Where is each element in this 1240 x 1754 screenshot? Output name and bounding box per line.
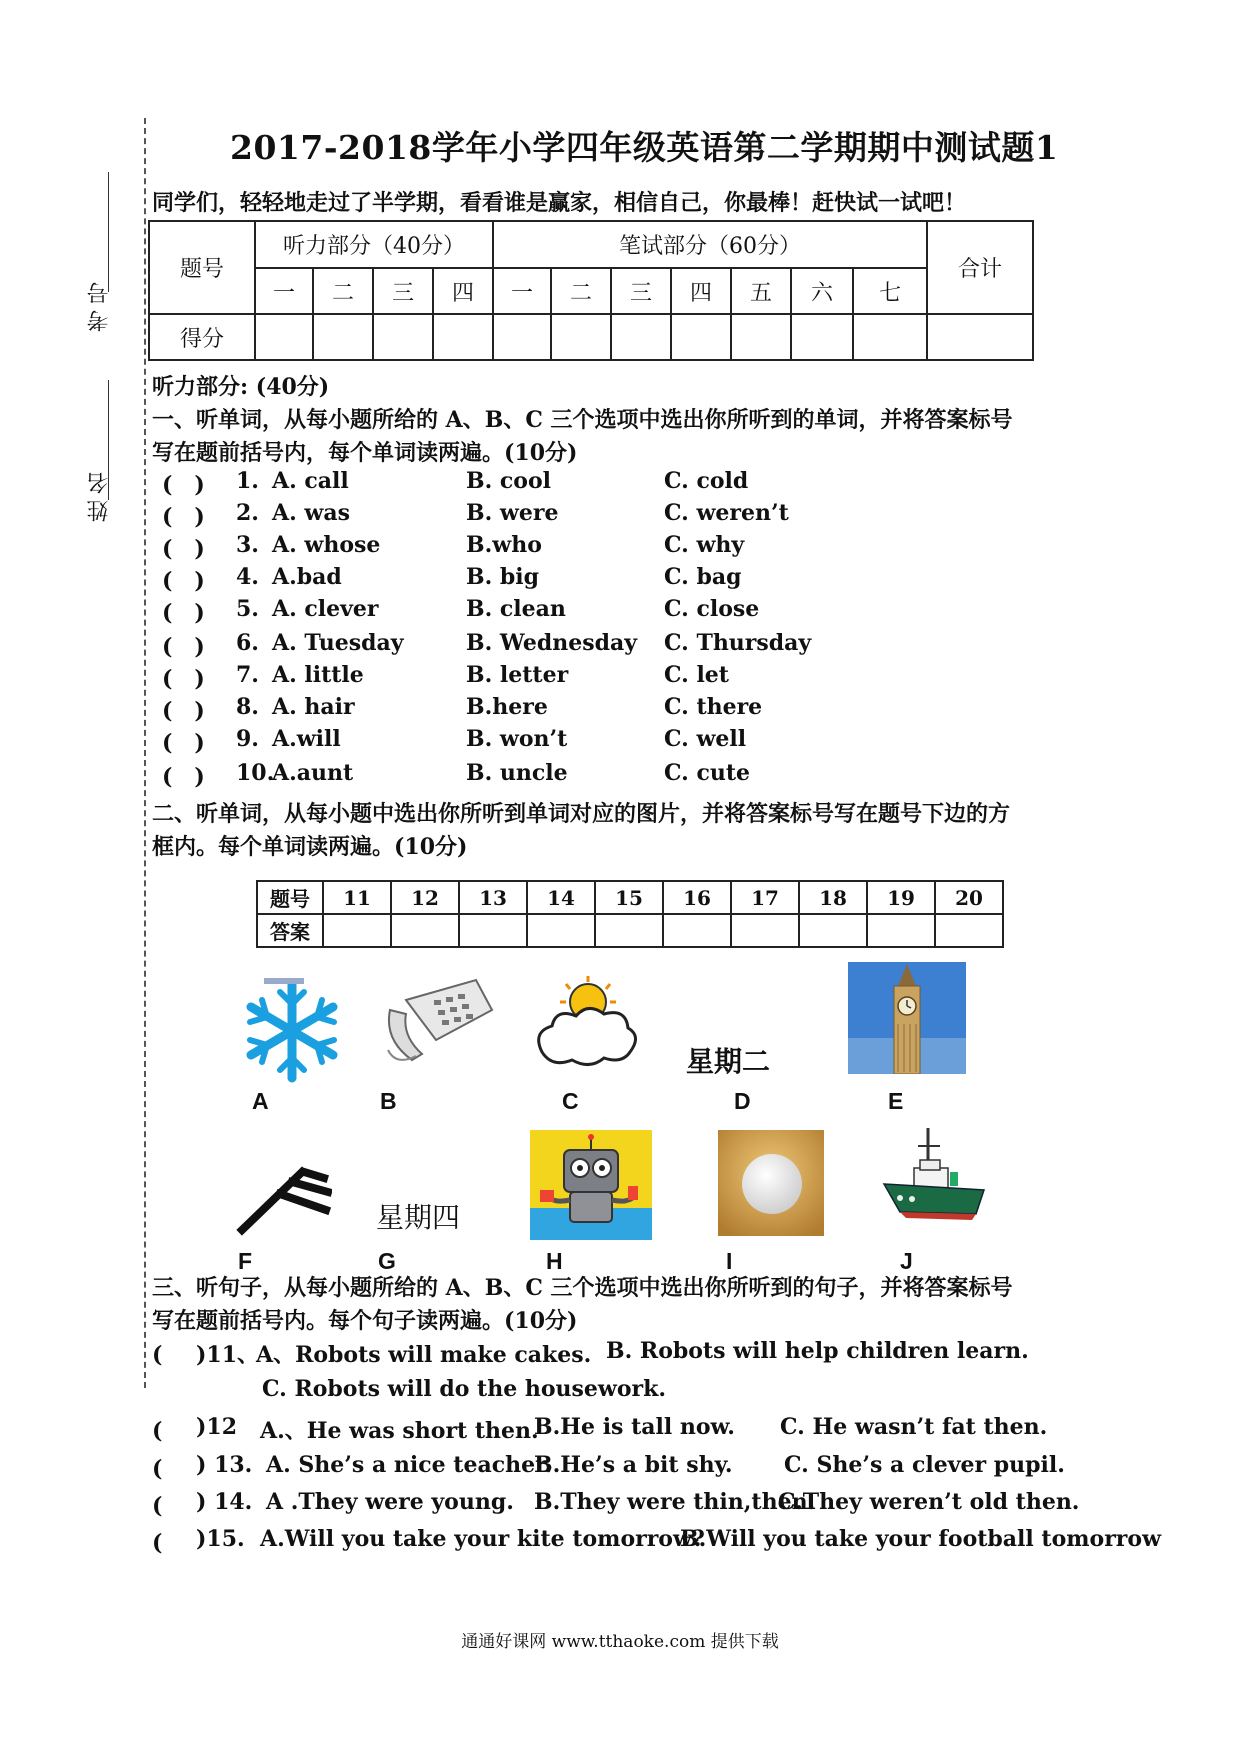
answer-number: 19 [867, 881, 935, 914]
answer-bracket[interactable]: ( ) [162, 504, 205, 530]
picture-letter: D [734, 1088, 751, 1114]
answer-bracket[interactable]: ( ) [162, 698, 205, 724]
option-b[interactable]: B. clean [466, 596, 566, 622]
part2-instruction: 二、听单词，从每小题中选出你所听到单词对应的图片，并将答案标号写在题号下边的方 [152, 801, 1011, 827]
option-a[interactable]: A. call [272, 468, 349, 494]
telephone-icon [376, 970, 496, 1070]
question-number: ) 14. [196, 1489, 253, 1515]
question-number: 9. [236, 726, 259, 752]
option-a[interactable]: A. Tuesday [272, 630, 404, 656]
answer-bracket[interactable]: ( [152, 1418, 185, 1444]
answer-cell[interactable] [391, 914, 459, 947]
listening-col: 二 [313, 268, 373, 314]
question-number: 5. [236, 596, 259, 622]
answer-number: 17 [731, 881, 799, 914]
question-number: )12 [196, 1414, 238, 1440]
question-number: 4. [236, 564, 259, 590]
sun-cloud-icon [530, 972, 642, 1076]
option-b[interactable]: B. letter [466, 662, 569, 688]
answer-number: 12 [391, 881, 459, 914]
option-c[interactable]: C.They weren’t old then. [778, 1489, 1080, 1515]
listening-col: 一 [255, 268, 313, 314]
answer-row-label: 题号 [257, 881, 323, 914]
picture-letter: B [380, 1088, 397, 1114]
answer-cell[interactable] [527, 914, 595, 947]
answer-bracket[interactable]: ( ) [162, 568, 205, 594]
answer-bracket[interactable]: ( [152, 1456, 185, 1482]
option-b[interactable]: B. Robots will help children learn. [606, 1338, 1029, 1364]
writing-header: 笔试部分（60分） [493, 221, 927, 268]
option-a[interactable]: A. was [272, 500, 350, 526]
option-c[interactable]: C. Thursday [664, 630, 812, 656]
option-b[interactable]: B. were [466, 500, 559, 526]
question-number: 1. [236, 468, 259, 494]
picture-letter: I [726, 1248, 733, 1274]
total-label: 合计 [927, 221, 1033, 314]
picture-letter: C [562, 1088, 579, 1114]
part1-instruction: 写在题前括号内，每个单词读两遍。(10分) [152, 440, 578, 466]
option-c[interactable]: C. close [664, 596, 760, 622]
answer-bracket[interactable]: ( ) [162, 730, 205, 756]
question-number: 3. [236, 532, 259, 558]
answer-cell[interactable] [595, 914, 663, 947]
option-c[interactable]: C. well [664, 726, 747, 752]
writing-col: 一 [493, 268, 551, 314]
option-c[interactable]: C. weren’t [664, 500, 789, 526]
exam-no-underline [108, 172, 109, 292]
listening-header: 听力部分（40分） [255, 221, 493, 268]
option-b[interactable]: B.who [466, 532, 542, 558]
question-number: 2. [236, 500, 259, 526]
score-row-label: 得分 [149, 314, 255, 360]
answer-cell[interactable] [799, 914, 867, 947]
option-a[interactable]: A.、He was short then. [260, 1418, 539, 1444]
listening-heading: 听力部分: (40分) [152, 374, 330, 400]
writing-col: 六 [791, 268, 853, 314]
weekday-thursday-text: 星期四 [376, 1201, 461, 1234]
weekday-tuesday-text: 星期二 [686, 1045, 771, 1078]
answer-bracket[interactable]: ( ) [162, 600, 205, 626]
part2-instruction: 框内。每个单词读两遍。(10分) [152, 834, 468, 860]
score-cell[interactable] [853, 314, 927, 360]
option-c[interactable]: C. Robots will do the housework. [262, 1376, 667, 1402]
option-b[interactable]: B.here [466, 694, 548, 720]
answer-number: 13 [459, 881, 527, 914]
answer-bracket[interactable]: ( [152, 1530, 185, 1556]
answer-bracket[interactable]: ( ) [162, 472, 205, 498]
option-a[interactable]: A. She’s a nice teacher. [266, 1452, 553, 1478]
option-b[interactable]: B. won’t [466, 726, 568, 752]
option-c[interactable]: C. why [664, 532, 745, 558]
score-cell[interactable] [731, 314, 791, 360]
answer-cell[interactable] [935, 914, 1003, 947]
part3-instruction: 写在题前括号内。每个句子读两遍。(10分) [152, 1308, 578, 1334]
option-b[interactable]: B.He’s a bit shy. [534, 1452, 733, 1478]
intro-text: 同学们，轻轻地走过了半学期，看看谁是赢家，相信自己，你最棒！赶快试一试吧！ [152, 190, 967, 216]
score-cell[interactable] [373, 314, 433, 360]
option-b[interactable]: B. big [466, 564, 540, 590]
answer-row-label: 答案 [257, 914, 323, 947]
binding-dashed-line [144, 118, 146, 1388]
score-cell[interactable] [551, 314, 611, 360]
option-a[interactable]: A .They were young. [266, 1489, 514, 1515]
option-c[interactable]: C. cute [664, 760, 750, 786]
picture-letter: F [238, 1248, 253, 1274]
option-b[interactable]: B. uncle [466, 760, 568, 786]
answer-bracket[interactable]: ( [152, 1493, 185, 1519]
ball-icon [718, 1130, 824, 1236]
answer-number: 15 [595, 881, 663, 914]
option-a[interactable]: A.bad [272, 564, 342, 590]
option-a[interactable]: A. whose [272, 532, 381, 558]
option-a[interactable]: A.will [272, 726, 341, 752]
writing-col: 四 [671, 268, 731, 314]
question-number: 10. [236, 760, 275, 786]
score-cell[interactable] [433, 314, 493, 360]
picture-letter: J [900, 1248, 913, 1274]
answer-number: 11 [323, 881, 391, 914]
option-a[interactable]: A、Robots will make cakes. [256, 1342, 592, 1368]
answer-number: 18 [799, 881, 867, 914]
answer-bracket[interactable]: ( ) [162, 634, 205, 660]
writing-col: 七 [853, 268, 927, 314]
answer-bracket[interactable]: ( [152, 1342, 185, 1368]
answer-cell[interactable] [459, 914, 527, 947]
snowflake-icon [236, 978, 348, 1084]
score-cell[interactable] [927, 314, 1033, 360]
answer-bracket[interactable]: ( ) [162, 764, 205, 790]
question-number: ) 13. [196, 1452, 253, 1478]
score-table [148, 220, 1034, 361]
score-cell[interactable] [611, 314, 671, 360]
question-number: )11、 [196, 1342, 260, 1368]
robot-icon [530, 1130, 652, 1240]
name-label: 姓名 [87, 466, 112, 522]
option-b[interactable]: B.He is tall now. [534, 1414, 735, 1440]
option-b[interactable]: B. Wednesday [466, 630, 638, 656]
score-cell[interactable] [493, 314, 551, 360]
part3-instruction: 三、听句子，从每小题所给的 A、B、C 三个选项中选出你所听到的句子，并将答案标号 [152, 1275, 1013, 1301]
picture-letter: G [378, 1248, 396, 1274]
answer-cell[interactable] [323, 914, 391, 947]
picture-letter: H [546, 1248, 563, 1274]
option-b[interactable]: B.They were thin,then. [534, 1489, 816, 1515]
score-cell[interactable] [671, 314, 731, 360]
score-item-label: 题号 [149, 221, 255, 314]
page-title: 2017-2018学年小学四年级英语第二学期期中测试题1 [230, 128, 1059, 167]
answer-number: 16 [663, 881, 731, 914]
listening-col: 三 [373, 268, 433, 314]
boat-icon [880, 1124, 992, 1236]
option-c[interactable]: C. let [664, 662, 729, 688]
picture-letter: A [252, 1088, 269, 1114]
option-a[interactable]: A. little [272, 662, 364, 688]
option-c[interactable]: C. cold [664, 468, 749, 494]
option-a[interactable]: A.aunt [272, 760, 354, 786]
listening-col: 四 [433, 268, 493, 314]
question-number: 7. [236, 662, 259, 688]
option-a[interactable]: A. clever [272, 596, 379, 622]
option-b[interactable]: B.Will you take your football tomorrow [680, 1526, 1162, 1552]
clock-tower-icon [848, 962, 966, 1074]
writing-col: 三 [611, 268, 671, 314]
option-a[interactable]: A.Will you take your kite tomorrow? [260, 1526, 705, 1552]
score-cell[interactable] [791, 314, 853, 360]
writing-col: 二 [551, 268, 611, 314]
footer-source: 通通好课网 www.tthaoke.com 提供下载 [461, 1632, 779, 1652]
option-b[interactable]: B. cool [466, 468, 552, 494]
option-c[interactable]: C. there [664, 694, 763, 720]
answer-cell[interactable] [731, 914, 799, 947]
question-number: )15. [196, 1526, 245, 1552]
option-c[interactable]: C. bag [664, 564, 742, 590]
answer-bracket[interactable]: ( ) [162, 666, 205, 692]
wind-symbol-icon [236, 1160, 332, 1236]
option-c[interactable]: C. She’s a clever pupil. [784, 1452, 1065, 1478]
answer-bracket[interactable]: ( ) [162, 536, 205, 562]
part1-instruction: 一、听单词，从每小题所给的 A、B、C 三个选项中选出你所听到的单词，并将答案标号 [152, 407, 1013, 433]
answer-number: 20 [935, 881, 1003, 914]
exam-no-label: 考号 [87, 276, 112, 332]
answer-number: 14 [527, 881, 595, 914]
answer-cell[interactable] [663, 914, 731, 947]
score-cell[interactable] [313, 314, 373, 360]
option-a[interactable]: A. hair [272, 694, 355, 720]
question-number: 6. [236, 630, 259, 656]
part2-answer-table [256, 880, 1004, 948]
writing-col: 五 [731, 268, 791, 314]
question-number: 8. [236, 694, 259, 720]
answer-cell[interactable] [867, 914, 935, 947]
score-cell[interactable] [255, 314, 313, 360]
option-c[interactable]: C. He wasn’t fat then. [780, 1414, 1048, 1440]
picture-letter: E [888, 1088, 904, 1114]
